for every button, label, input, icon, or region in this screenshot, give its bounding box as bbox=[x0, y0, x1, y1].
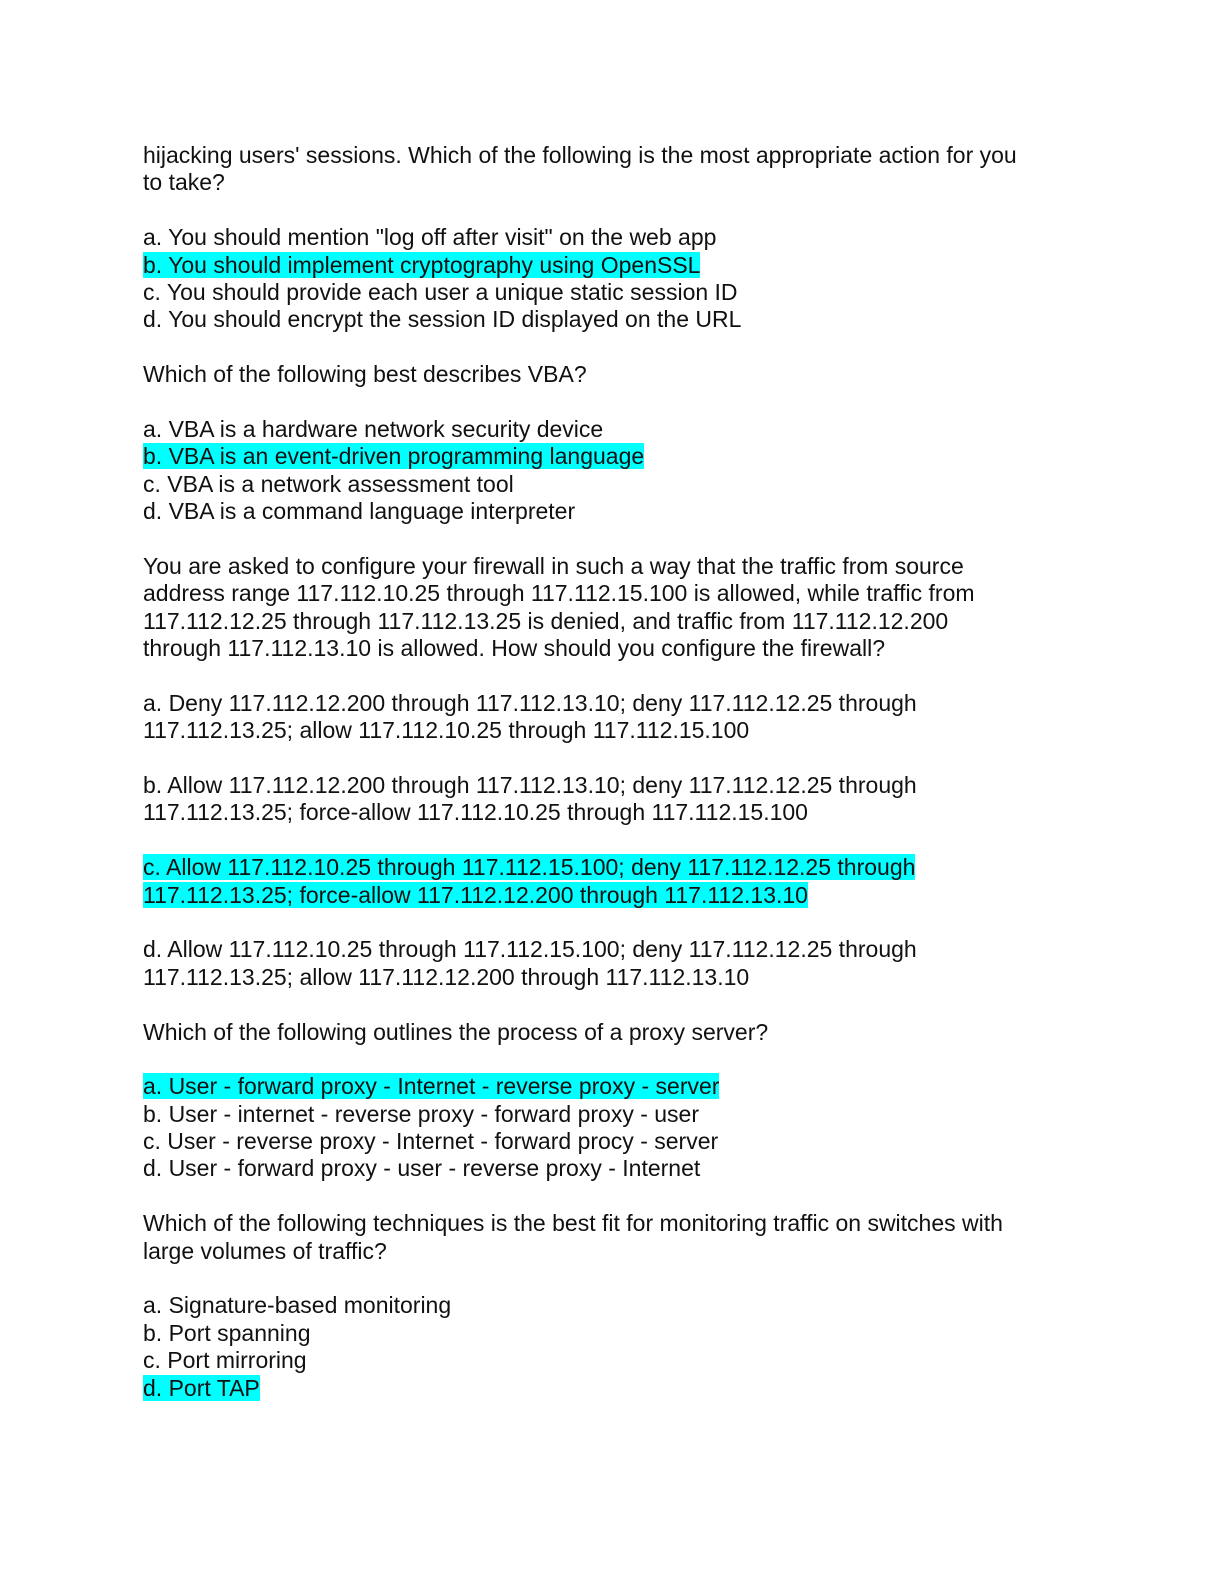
highlighted-answer-text: a. User - forward proxy - Internet - reverse proxy - server bbox=[143, 1073, 720, 1100]
text-line bbox=[143, 1101, 1083, 1128]
line-text: b. User - internet - reverse proxy - forward proxy - user bbox=[143, 1100, 699, 1127]
line-text: b. Allow 117.112.12.200 through 117.112.13.10; deny 117.112.12.25 through bbox=[143, 771, 917, 798]
line-text: through 117.112.13.10 is allowed. How should you configure the firewall? bbox=[143, 635, 886, 662]
paragraph-gap bbox=[143, 662, 1083, 689]
line-text: Which of the following techniques is the best fit for monitoring traffic on switches with bbox=[143, 1210, 1003, 1237]
text-line bbox=[143, 635, 1083, 662]
text-line bbox=[143, 717, 1083, 744]
paragraph-gap bbox=[143, 197, 1083, 224]
text-line bbox=[143, 1210, 1083, 1237]
text-line bbox=[143, 443, 1083, 470]
q1-stem bbox=[143, 142, 1083, 197]
q3-option-a bbox=[143, 690, 1083, 745]
text-line bbox=[143, 1155, 1083, 1182]
paragraph-gap bbox=[143, 1265, 1083, 1292]
line-text: 117.112.13.25; allow 117.112.10.25 through 117.112.15.100 bbox=[143, 717, 750, 744]
text-line bbox=[143, 498, 1083, 525]
text-line bbox=[143, 224, 1083, 251]
line-text: large volumes of traffic? bbox=[143, 1237, 387, 1264]
line-text: a. Signature-based monitoring bbox=[143, 1292, 452, 1319]
paragraph-gap bbox=[143, 1183, 1083, 1210]
text-line bbox=[143, 608, 1083, 635]
text-line bbox=[143, 1019, 1083, 1046]
line-text: b. Port spanning bbox=[143, 1319, 311, 1346]
text-line bbox=[143, 252, 1083, 279]
line-text: d. User - forward proxy - user - reverse proxy - Internet bbox=[143, 1155, 701, 1182]
highlighted-answer-text: b. VBA is an event-driven programming language bbox=[143, 443, 645, 470]
line-text: d. VBA is a command language interpreter bbox=[143, 498, 576, 525]
text-line bbox=[143, 361, 1083, 388]
text-line bbox=[143, 306, 1083, 333]
paragraph-gap bbox=[143, 745, 1083, 772]
text-line bbox=[143, 882, 1083, 909]
text-line bbox=[143, 580, 1083, 607]
q3-stem bbox=[143, 553, 1083, 663]
text-line bbox=[143, 690, 1083, 717]
highlighted-answer-text: d. Port TAP bbox=[143, 1374, 260, 1401]
line-text: c. Port mirroring bbox=[143, 1347, 307, 1374]
text-line bbox=[143, 772, 1083, 799]
line-text: You are asked to configure your firewall in such a way that the traffic from source bbox=[143, 552, 964, 579]
line-text: 117.112.13.25; allow 117.112.12.200 through 117.112.13.10 bbox=[143, 963, 750, 990]
text-line bbox=[143, 1128, 1083, 1155]
text-line bbox=[143, 142, 1083, 169]
line-text: c. User - reverse proxy - Internet - forward procy - server bbox=[143, 1128, 719, 1155]
line-text: 117.112.13.25; force-allow 117.112.10.25 through 117.112.15.100 bbox=[143, 799, 808, 826]
line-text: a. You should mention "log off after visit" on the web app bbox=[143, 224, 717, 251]
q2-stem bbox=[143, 361, 1083, 388]
q2-options bbox=[143, 416, 1083, 526]
highlighted-answer-text: c. Allow 117.112.10.25 through 117.112.15.100; deny 117.112.12.25 through bbox=[143, 854, 916, 881]
text-line bbox=[143, 964, 1083, 991]
line-text: 117.112.12.25 through 117.112.13.25 is denied, and traffic from 117.112.12.200 bbox=[143, 607, 949, 634]
text-line bbox=[143, 1320, 1083, 1347]
line-text: a. VBA is a hardware network security device bbox=[143, 415, 604, 442]
line-text: c. You should provide each user a unique static session ID bbox=[143, 278, 738, 305]
line-text: Which of the following best describes VBA? bbox=[143, 361, 587, 388]
text-line bbox=[143, 1238, 1083, 1265]
text-line bbox=[143, 936, 1083, 963]
text-line bbox=[143, 854, 1083, 881]
text-line bbox=[143, 279, 1083, 306]
line-text: hijacking users' sessions. Which of the following is the most appropriate action for you bbox=[143, 142, 1017, 168]
line-text: c. VBA is a network assessment tool bbox=[143, 470, 514, 497]
q3-option-d bbox=[143, 936, 1083, 991]
paragraph-gap bbox=[143, 827, 1083, 854]
highlighted-answer-text: 117.112.13.25; force-allow 117.112.12.200 through 117.112.13.10 bbox=[143, 881, 808, 908]
q3-option-c bbox=[143, 854, 1083, 909]
line-text: a. Deny 117.112.12.200 through 117.112.13.10; deny 117.112.12.25 through bbox=[143, 689, 917, 716]
paragraph-gap bbox=[143, 991, 1083, 1018]
line-text: d. Allow 117.112.10.25 through 117.112.15.100; deny 117.112.12.25 through bbox=[143, 936, 917, 963]
paragraph-gap bbox=[143, 389, 1083, 416]
text-line bbox=[143, 1292, 1083, 1319]
line-text: address range 117.112.10.25 through 117.112.15.100 is allowed, while traffic from bbox=[143, 580, 975, 607]
document-page bbox=[143, 142, 1083, 1402]
line-text: Which of the following outlines the process of a proxy server? bbox=[143, 1018, 769, 1045]
q4-stem bbox=[143, 1019, 1083, 1046]
q5-stem bbox=[143, 1210, 1083, 1265]
line-text: d. You should encrypt the session ID displayed on the URL bbox=[143, 306, 742, 333]
text-line bbox=[143, 471, 1083, 498]
text-line bbox=[143, 799, 1083, 826]
text-line bbox=[143, 169, 1083, 196]
paragraph-gap bbox=[143, 1046, 1083, 1073]
q5-options bbox=[143, 1292, 1083, 1402]
text-line bbox=[143, 1347, 1083, 1374]
q4-options bbox=[143, 1073, 1083, 1183]
paragraph-gap bbox=[143, 334, 1083, 361]
paragraph-gap bbox=[143, 525, 1083, 552]
text-line bbox=[143, 553, 1083, 580]
text-line bbox=[143, 1375, 1083, 1402]
line-text: to take? bbox=[143, 169, 225, 196]
text-line bbox=[143, 1073, 1083, 1100]
q1-options bbox=[143, 224, 1083, 334]
text-line bbox=[143, 416, 1083, 443]
q3-option-b bbox=[143, 772, 1083, 827]
highlighted-answer-text: b. You should implement cryptography using OpenSSL bbox=[143, 251, 701, 278]
paragraph-gap bbox=[143, 909, 1083, 936]
